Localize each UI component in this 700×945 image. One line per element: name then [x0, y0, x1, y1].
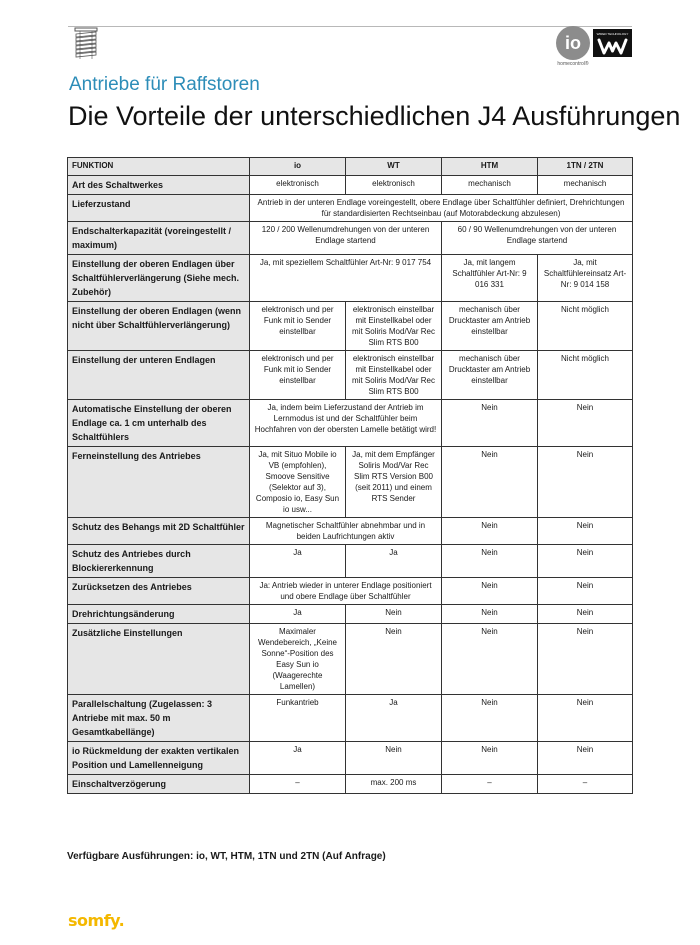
row-label: Ferneinstellung des Antriebes	[68, 447, 250, 518]
cell-tn: Nein	[538, 447, 633, 518]
wt-logo	[593, 29, 632, 57]
row-label: Schutz des Behangs mit 2D Schaltfühler	[68, 518, 250, 545]
cell-wt: Ja, mit dem Empfänger Soliris Mod/Var Rec Slim RTS Version B00 (seit 2011) und einem RTS Sender	[346, 447, 442, 518]
table-row	[68, 578, 633, 605]
table-row	[68, 605, 633, 624]
cell-io: Ja	[250, 742, 346, 775]
cell-tn: Nein	[538, 400, 633, 447]
wt-logo-caption: WIRED TECHNOLOGY	[596, 32, 629, 36]
row-label: Automatische Einstellung der oberen Endlage ca. 1 cm unterhalb des Schaltfühlers	[68, 400, 250, 447]
table-row	[68, 695, 633, 742]
io-homecontrol-logo: io	[556, 26, 590, 60]
venetian-blind-icon	[74, 27, 98, 61]
table-row	[68, 302, 633, 351]
header-tn: 1TN / 2TN	[538, 158, 633, 176]
cell-htm: Nein	[442, 447, 538, 518]
cell-htm: Nein	[442, 695, 538, 742]
row-label: Parallelschaltung (Zugelassen: 3 Antriebe mit max. 50 m Gesamtkabellänge)	[68, 695, 250, 742]
cell-io: –	[250, 775, 346, 794]
table-row	[68, 176, 633, 195]
table-header-row	[68, 158, 633, 176]
cell-io: Ja	[250, 605, 346, 624]
table-row	[68, 351, 633, 400]
cell-tn: –	[538, 775, 633, 794]
cell-tn: Nein	[538, 742, 633, 775]
cell-io-wt: Ja, indem beim Lieferzustand der Antrieb im Lernmodus ist und der Schaltfühler beim Hochfahren von der obersten Lamelle betätigt wird!	[250, 400, 442, 447]
comparison-table	[67, 157, 633, 794]
row-label: Endschalterkapazität (voreingestellt / maximum)	[68, 222, 250, 255]
cell-htm: mechanisch über Drucktaster am Antrieb einstellbar	[442, 302, 538, 351]
row-label: io Rückmeldung der exakten vertikalen Position und Lamellenneigung	[68, 742, 250, 775]
cell-htm: mechanisch über Drucktaster am Antrieb einstellbar	[442, 351, 538, 400]
row-label: Lieferzustand	[68, 195, 250, 222]
cell-wt: Ja	[346, 695, 442, 742]
cell-io-wt: Magnetischer Schaltfühler abnehmbar und in beiden Laufrichtungen aktiv	[250, 518, 442, 545]
table-row	[68, 222, 633, 255]
header-funktion: FUNKTION	[68, 158, 250, 176]
cell-wt: Nein	[346, 742, 442, 775]
cell-htm: Nein	[442, 578, 538, 605]
table-row	[68, 400, 633, 447]
cell-io-wt: 120 / 200 Wellenumdrehungen von der unteren Endlage startend	[250, 222, 442, 255]
cell-tn: Nein	[538, 518, 633, 545]
cell-io: elektronisch und per Funk mit io Sender einstellbar	[250, 351, 346, 400]
table-row	[68, 447, 633, 518]
table-row	[68, 624, 633, 695]
cell-io: elektronisch	[250, 176, 346, 195]
cell-tn: Nicht möglich	[538, 302, 633, 351]
table-row	[68, 255, 633, 302]
row-label: Zusätzliche Einstellungen	[68, 624, 250, 695]
row-label: Einstellung der unteren Endlagen	[68, 351, 250, 400]
somfy-logo: somfy.	[68, 911, 125, 930]
cell-htm: –	[442, 775, 538, 794]
header-io: io	[250, 158, 346, 176]
cell-htm: Nein	[442, 605, 538, 624]
cell-htm-tn: 60 / 90 Wellenumdrehungen von der unteren Endlage startend	[442, 222, 633, 255]
cell-wt: elektronisch einstellbar mit Einstellkabel oder mit Soliris Mod/Var Rec Slim RTS B00	[346, 302, 442, 351]
table-row	[68, 545, 633, 578]
cell-htm: mechanisch	[442, 176, 538, 195]
cell-io-wt: Ja, mit speziellem Schaltfühler Art-Nr: 9 017 754	[250, 255, 442, 302]
header-wt: WT	[346, 158, 442, 176]
table-row	[68, 195, 633, 222]
cell-htm: Nein	[442, 742, 538, 775]
row-label: Zurücksetzen des Antriebes	[68, 578, 250, 605]
cell-io: elektronisch und per Funk mit io Sender einstellbar	[250, 302, 346, 351]
table-row	[68, 518, 633, 545]
row-label: Art des Schaltwerkes	[68, 176, 250, 195]
cell-wt: Nein	[346, 605, 442, 624]
cell-wt: Nein	[346, 624, 442, 695]
cell-io: Ja, mit Situo Mobile io VB (empfohlen), Smoove Sensitive (Selektor auf 3), Composio io, Easy Sun io usw...	[250, 447, 346, 518]
cell-wt: Ja	[346, 545, 442, 578]
wt-wave-icon	[593, 29, 632, 57]
cell-htm: Nein	[442, 624, 538, 695]
cell-io-wt: Ja: Antrieb wieder in unterer Endlage positioniert und obere Endlage über Schaltfühler	[250, 578, 442, 605]
row-label: Schutz des Antriebes durch Blockiererkennung	[68, 545, 250, 578]
cell-tn: Nein	[538, 545, 633, 578]
cell-tn: Nicht möglich	[538, 351, 633, 400]
cell-wt: max. 200 ms	[346, 775, 442, 794]
cell-wt: elektronisch einstellbar mit Einstellkabel oder mit Soliris Mod/Var Rec Slim RTS B00	[346, 351, 442, 400]
cell-wt: elektronisch	[346, 176, 442, 195]
cell-io: Ja	[250, 545, 346, 578]
cell-htm: Nein	[442, 518, 538, 545]
table-row	[68, 775, 633, 794]
cell-htm: Ja, mit langem Schaltfühler Art-Nr: 9 016 331	[442, 255, 538, 302]
available-versions-note: Verfügbare Ausführungen: io, WT, HTM, 1TN und 2TN (Auf Anfrage)	[67, 851, 386, 862]
cell-all: Antrieb in der unteren Endlage voreingestellt, obere Endlage über Schaltfühler definiert, Drehrichtungen für standardisierten Rechtseinbau (auf Motorabdeckung abzulesen)	[250, 195, 633, 222]
cell-htm: Nein	[442, 545, 538, 578]
cell-tn: mechanisch	[538, 176, 633, 195]
page-title: Die Vorteile der unterschiedlichen J4 Ausführungen	[68, 101, 681, 131]
cell-tn: Ja, mit Schaltfühlereinsatz Art-Nr: 9 014 158	[538, 255, 633, 302]
row-label: Einstellung der oberen Endlagen über Schaltfühlerverlängerung (Siehe mech. Zubehör)	[68, 255, 250, 302]
cell-tn: Nein	[538, 624, 633, 695]
cell-tn: Nein	[538, 605, 633, 624]
table-row	[68, 742, 633, 775]
row-label: Einstellung der oberen Endlagen (wenn nicht über Schaltfühlerverlängerung)	[68, 302, 250, 351]
page-subtitle: Antriebe für Raffstoren	[69, 74, 260, 95]
cell-io: Maximaler Wendebereich, „Keine Sonne“-Position des Easy Sun io (Waagerechte Lamellen)	[250, 624, 346, 695]
cell-htm: Nein	[442, 400, 538, 447]
top-rule	[68, 26, 632, 27]
cell-tn: Nein	[538, 578, 633, 605]
io-logo-caption: homecontrol®	[557, 61, 589, 67]
cell-io: Funkantrieb	[250, 695, 346, 742]
header-htm: HTM	[442, 158, 538, 176]
row-label: Drehrichtungsänderung	[68, 605, 250, 624]
row-label: Einschaltverzögerung	[68, 775, 250, 794]
cell-tn: Nein	[538, 695, 633, 742]
